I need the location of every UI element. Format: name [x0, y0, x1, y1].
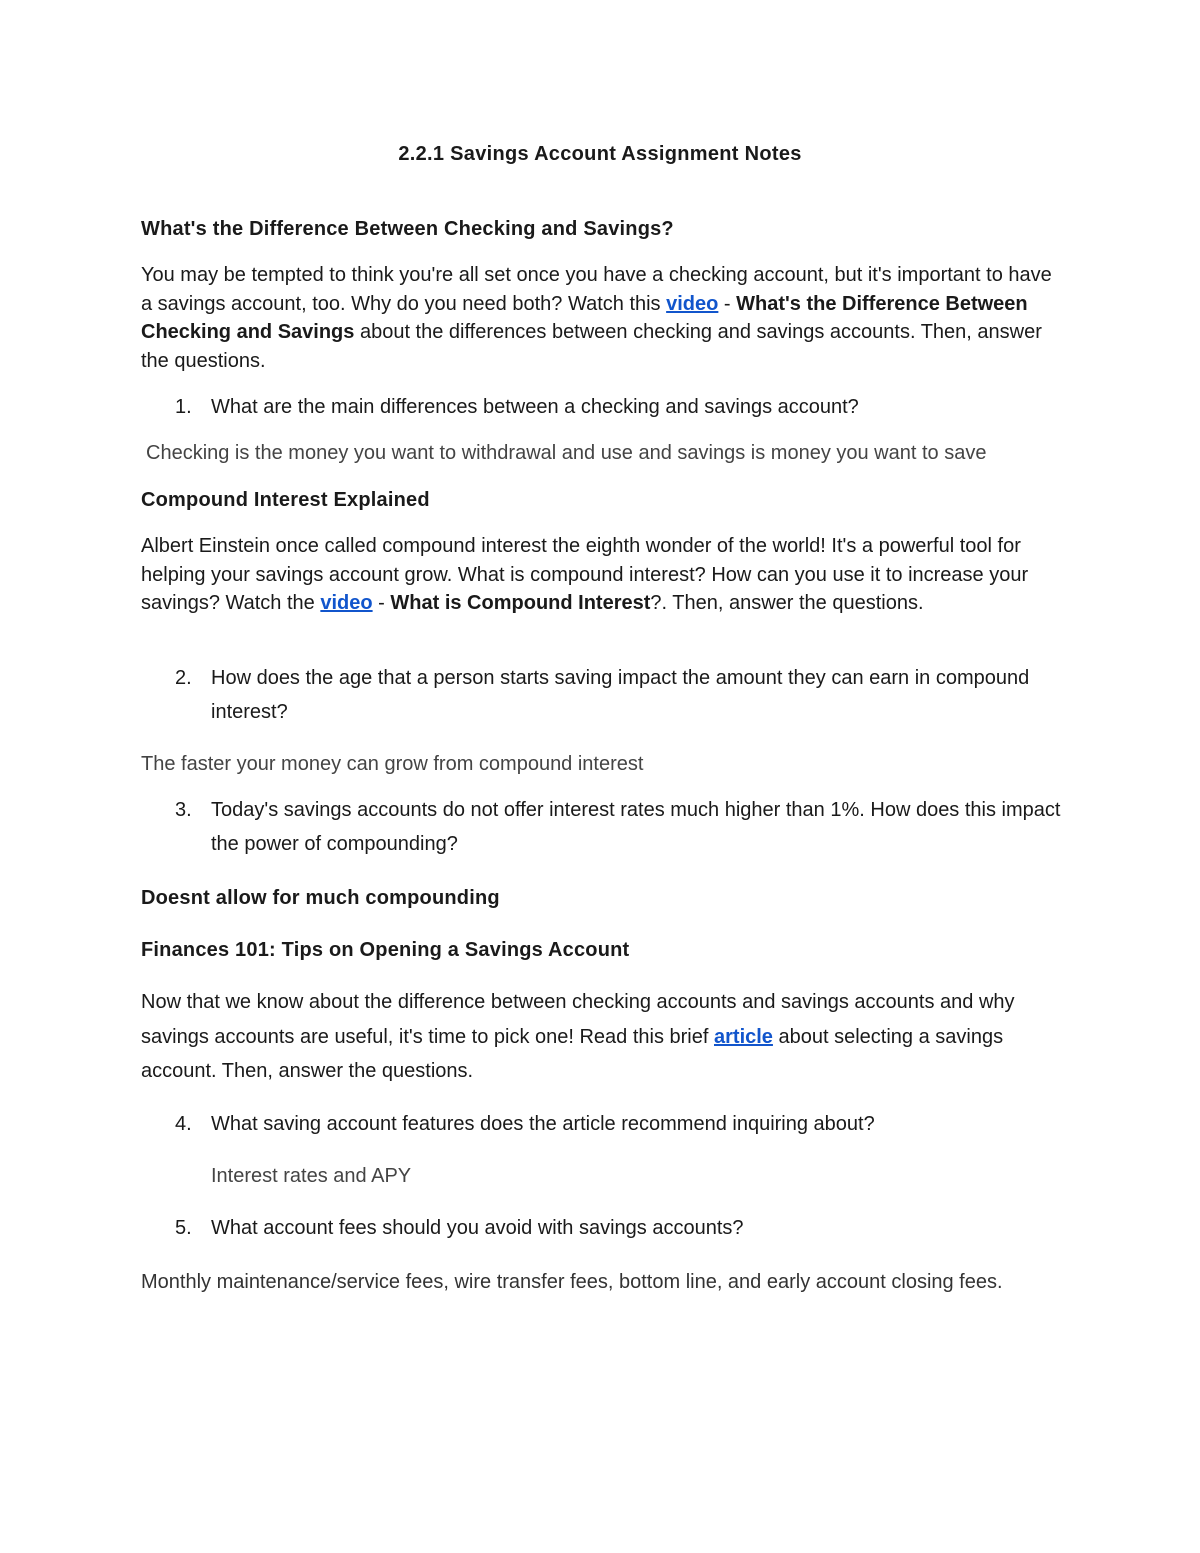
question-number: 2.: [175, 667, 192, 689]
question-4: [141, 1107, 1066, 1141]
question-text: How does the age that a person starts saving impact the amount they can earn in compound interest?: [211, 667, 1030, 723]
question-5: [141, 1211, 1066, 1245]
dash-separator: -: [372, 592, 391, 614]
answer-4: Interest rates and APY: [211, 1165, 412, 1187]
question-text: What account fees should you avoid with savings accounts?: [211, 1217, 744, 1239]
question-3: [141, 793, 1066, 861]
video-title-compound-interest: What is Compound Interest: [390, 592, 651, 614]
question-text: Today's savings accounts do not offer interest rates much higher than 1%. How does this impact the power of compounding?: [211, 799, 1061, 855]
section-heading-checking-vs-savings: What's the Difference Between Checking and Savings?: [141, 218, 674, 240]
answer-2: The faster your money can grow from compound interest: [141, 753, 644, 775]
answer-5: Monthly maintenance/service fees, wire transfer fees, bottom line, and early account closing fees.: [141, 1271, 1003, 1293]
article-link[interactable]: article: [714, 1025, 773, 1048]
section-heading-compound-interest: Compound Interest Explained: [141, 489, 430, 511]
question-text: What saving account features does the article recommend inquiring about?: [211, 1113, 875, 1135]
question-number: 4.: [175, 1113, 192, 1135]
answer-3: Doesnt allow for much compounding: [141, 887, 500, 909]
question-1: [141, 390, 1066, 424]
paragraph-text: You may be tempted to think you're all set once you have a checking account, but it's important to have a savings account, too. Why do you need both? Watch this: [141, 264, 1052, 315]
paragraph-text: Now that we know about the difference between checking accounts and savings accounts and why savings accounts are useful, it's time to pick one! Read this brief: [141, 991, 1015, 1048]
section-heading-opening-savings: Finances 101: Tips on Opening a Savings Account: [141, 939, 630, 961]
question-number: 1.: [175, 396, 192, 418]
video-link-checking-vs-savings[interactable]: video: [666, 292, 719, 315]
paragraph-text: Albert Einstein once called compound interest the eighth wonder of the world! It's a powerful tool for helping your savings account grow. What is compound interest? How can you use it to increase your savings? Watch the: [141, 535, 1029, 614]
question-text: What are the main differences between a checking and savings account?: [211, 396, 859, 418]
page-title: 2.2.1 Savings Account Assignment Notes: [398, 143, 802, 165]
dash-separator: -: [718, 292, 737, 315]
paragraph-text: about selecting a savings account. Then, answer the questions.: [141, 1025, 1004, 1082]
video-title-checking-vs-savings: What's the Difference Between Checking and Savings: [141, 292, 1028, 343]
question-2: [141, 661, 1066, 729]
answer-1: Checking is the money you want to withdrawal and use and savings is money you want to save: [146, 442, 987, 464]
intro-paragraph-opening-savings: [141, 985, 1066, 1089]
question-number: 5.: [175, 1217, 192, 1239]
question-number: 3.: [175, 799, 192, 821]
intro-paragraph-checking-vs-savings: [141, 261, 1066, 375]
intro-paragraph-compound-interest: [141, 532, 1066, 618]
paragraph-text: about the differences between checking and savings accounts. Then, answer the questions.: [141, 321, 1042, 372]
video-link-compound-interest[interactable]: video: [320, 592, 373, 614]
paragraph-text: ?. Then, answer the questions.: [650, 592, 924, 614]
